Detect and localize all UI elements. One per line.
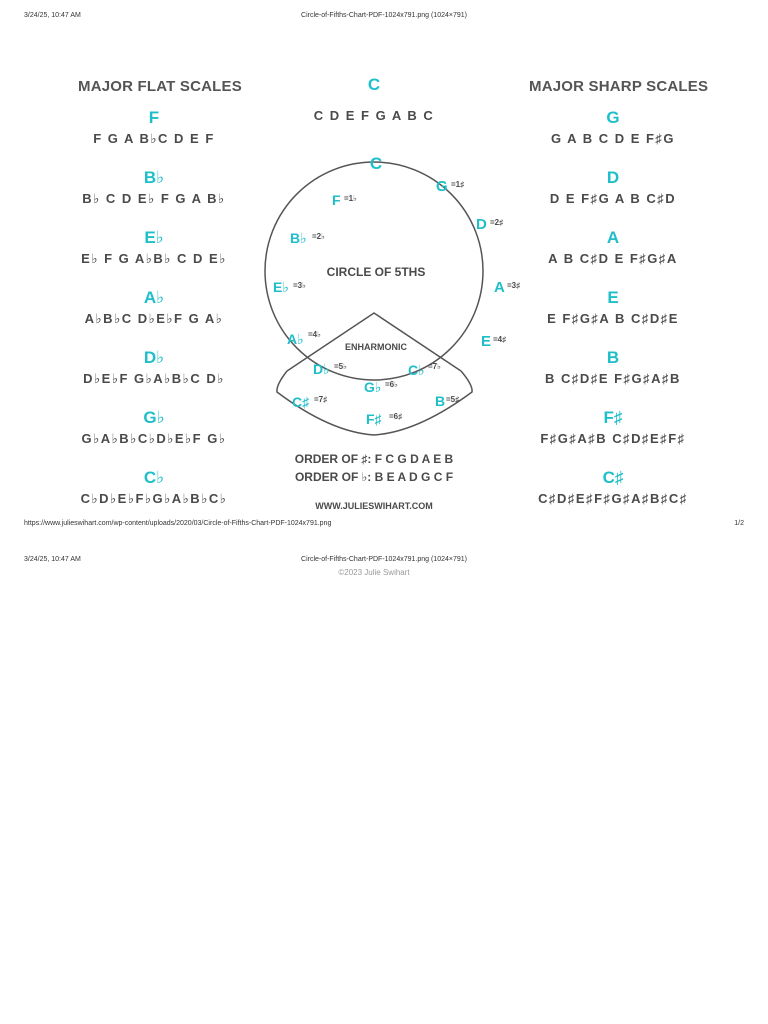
c-major-notes: C D E F G A B C — [313, 108, 435, 123]
circle-key-f: F — [332, 192, 341, 208]
page2-copyright-fragment: ©2023 Julie Swihart — [338, 568, 410, 577]
scale-notes: B C♯D♯E F♯G♯A♯B — [545, 371, 681, 386]
flat-scales-heading: MAJOR FLAT SCALES — [78, 78, 242, 95]
circle-count-fs: =6♯ — [389, 412, 403, 421]
circle-count-d: =2♯ — [490, 218, 504, 227]
website-label: WWW.JULIESWIHART.COM — [315, 501, 433, 511]
scale-notes: E♭ F G A♭B♭ C D E♭ — [81, 251, 227, 266]
scale-notes: F♯G♯A♯B C♯D♯E♯F♯ — [540, 431, 686, 446]
scale-key: C♯ — [602, 468, 624, 487]
circle-key-db: D♭ — [313, 361, 330, 377]
circle-key-cs: C♯ — [292, 394, 310, 410]
circle-key-d: D — [476, 216, 487, 233]
scale-notes: E F♯G♯A B C♯D♯E — [547, 311, 679, 326]
scale-notes: A♭B♭C D♭E♭F G A♭ — [84, 311, 224, 326]
scale-key: G — [606, 108, 620, 127]
scale-key: D♭ — [143, 348, 165, 367]
order-of-flats: ORDER OF ♭: B E A D G C F — [294, 470, 454, 484]
scale-notes: G♭A♭B♭C♭D♭E♭F G♭ — [81, 431, 227, 446]
scale-key: E♭ — [144, 228, 164, 247]
scale-key: D — [606, 168, 620, 187]
circle-top-c: C — [369, 154, 383, 173]
scale-notes: G A B C D E F♯G — [550, 131, 676, 146]
scale-notes: A B C♯D E F♯G♯A — [548, 251, 678, 266]
enharmonic-label: ENHARMONIC — [345, 342, 407, 352]
circle-count-db: =5♭ — [334, 362, 347, 371]
scale-notes: B♭ C D E♭ F G A B♭ — [82, 191, 226, 206]
circle-count-e: =4♯ — [493, 335, 507, 344]
circle-title: CIRCLE OF 5THS — [326, 265, 426, 279]
order-of-sharps: ORDER OF ♯: F C G D A E B — [294, 452, 454, 466]
circle-key-ab: A♭ — [287, 331, 304, 347]
circle-key-cb: C♭ — [408, 362, 425, 378]
scale-notes: D♭E♭F G♭A♭B♭C D♭ — [83, 371, 225, 386]
page2-datetime: 3/24/25, 10:47 AM — [24, 556, 81, 563]
scale-notes: F G A B♭C D E F — [93, 131, 215, 146]
circle-key-a: A — [494, 279, 505, 296]
circle-count-g: =1♯ — [451, 180, 465, 189]
scale-key: F — [148, 108, 160, 127]
circle-count-ab: =4♭ — [308, 330, 321, 339]
scale-key: G♭ — [143, 408, 165, 427]
circle-count-bb: =2♭ — [312, 232, 325, 241]
circle-key-gb: G♭ — [364, 379, 382, 395]
circle-key-g: G — [436, 178, 448, 195]
circle-count-gb: =6♭ — [385, 380, 398, 389]
scale-key: B — [606, 348, 620, 367]
circle-count-f: =1♭ — [344, 194, 357, 203]
page2-title: Circle-of-Fifths-Chart-PDF-1024x791.png (1024×791) — [301, 556, 467, 563]
circle-count-cb: =7♭ — [428, 362, 441, 371]
print-datetime: 3/24/25, 10:47 AM — [24, 12, 81, 19]
circle-count-a: =3♯ — [507, 281, 521, 290]
scale-key: A — [606, 228, 620, 247]
circle-key-b: B — [435, 393, 446, 409]
scale-notes: C♭D♭E♭F♭G♭A♭B♭C♭ — [80, 491, 228, 506]
circle-key-bb: B♭ — [290, 230, 307, 246]
scale-key: F♯ — [603, 408, 623, 427]
print-url: https://www.julieswihart.com/wp-content/uploads/2020/03/Circle-of-Fifths-Chart-PDF-1024x791.png — [24, 520, 332, 527]
scale-notes: D E F♯G A B C♯D — [549, 191, 677, 206]
circle-count-eb: =3♭ — [293, 281, 306, 290]
print-page-number: 1/2 — [734, 520, 744, 527]
scale-notes: C♯D♯E♯F♯G♯A♯B♯C♯ — [538, 491, 688, 506]
circle-key-e: E — [481, 333, 492, 350]
scale-key: E — [607, 288, 619, 307]
sharp-scales-heading: MAJOR SHARP SCALES — [529, 78, 709, 95]
print-title: Circle-of-Fifths-Chart-PDF-1024x791.png (1024×791) — [301, 12, 467, 19]
scale-key: B♭ — [143, 168, 165, 187]
circle-key-fs: F♯ — [366, 411, 382, 427]
circle-key-eb: E♭ — [273, 279, 289, 295]
scale-key: C♭ — [143, 468, 165, 487]
circle-count-cs: =7♯ — [314, 395, 328, 404]
scale-key: A♭ — [143, 288, 165, 307]
c-major-key: C — [367, 75, 381, 94]
circle-count-b: =5♯ — [446, 395, 460, 404]
